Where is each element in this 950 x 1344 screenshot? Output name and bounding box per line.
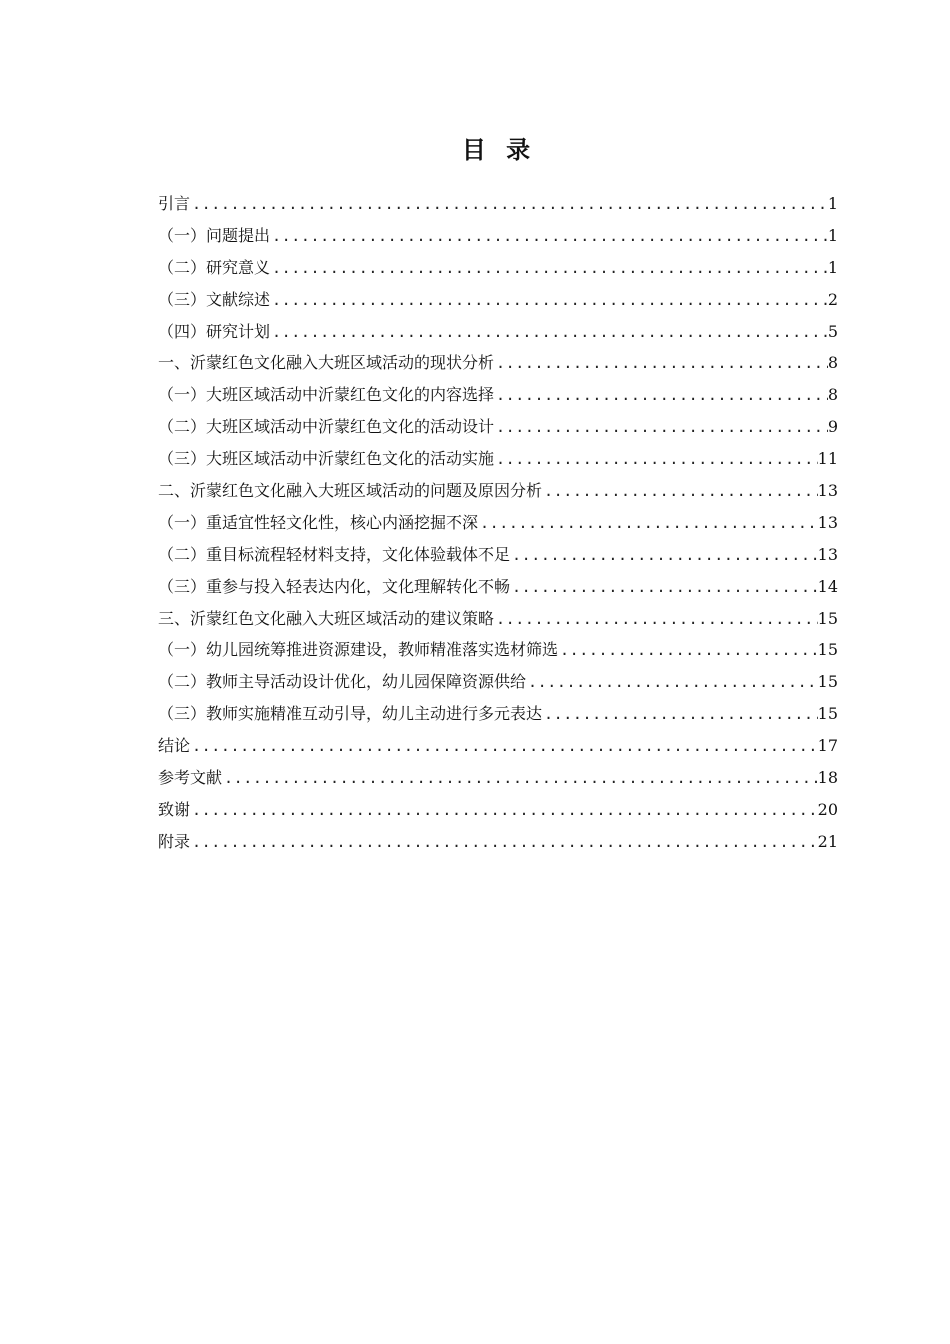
toc-entry-page-number: 1	[827, 257, 838, 277]
toc-entry[interactable]	[158, 794, 838, 826]
toc-dot-leader	[542, 699, 818, 731]
toc-entry[interactable]	[158, 475, 838, 507]
toc-entry-page-number: 15	[817, 640, 838, 660]
toc-entry[interactable]	[158, 188, 838, 220]
page-title: 目 录	[461, 136, 537, 164]
toc-entry-label: （一）重适宜性轻文化性，核心内涵挖掘不深	[158, 512, 479, 532]
toc-entry-page-number: 2	[827, 289, 838, 309]
toc-entry[interactable]	[158, 730, 838, 762]
toc-dot-leader	[494, 604, 818, 636]
toc-dot-leader	[190, 731, 818, 763]
toc-entry-label: （二）大班区域活动中沂蒙红色文化的活动设计	[158, 417, 495, 437]
toc-entry-label: 致谢	[158, 799, 191, 819]
toc-entry-label: （一）幼儿园统筹推进资源建设，教师精准落实选材筛选	[158, 640, 559, 660]
toc-entry[interactable]	[158, 507, 838, 539]
toc-entry-page-number: 15	[817, 704, 838, 724]
toc-entry-page-number: 15	[817, 672, 838, 692]
toc-entry-page-number: 14	[817, 576, 838, 596]
toc-entry-page-number: 13	[817, 481, 838, 501]
toc-entry-label: （二）教师主导活动设计优化，幼儿园保障资源供给	[158, 672, 527, 692]
toc-entry-page-number: 1	[827, 225, 838, 245]
toc-dot-leader	[510, 572, 818, 604]
toc-dot-leader	[270, 317, 828, 349]
toc-entry-page-number: 11	[817, 449, 838, 469]
toc-entry-page-number: 8	[827, 353, 838, 373]
toc-entry[interactable]	[158, 443, 838, 475]
toc-entry-label: （一）问题提出	[158, 225, 271, 245]
toc-entry[interactable]	[158, 762, 838, 794]
toc-entry-label: 引言	[158, 194, 191, 213]
toc-entry-label: 一、沂蒙红色文化融入大班区域活动的现状分析	[158, 353, 495, 373]
toc-entry-page-number: 18	[817, 768, 838, 788]
toc-dot-leader	[190, 827, 818, 859]
toc-dot-leader	[558, 635, 818, 667]
toc-dot-leader	[222, 763, 818, 795]
toc-entry-label: （一）大班区域活动中沂蒙红色文化的内容选择	[158, 385, 495, 405]
toc-entry[interactable]	[158, 347, 838, 379]
toc-entry-label: 结论	[158, 736, 191, 756]
toc-entry[interactable]	[158, 220, 838, 252]
toc-entry-label: 附录	[158, 831, 191, 851]
toc-entry-label: （三）重参与投入轻表达内化，文化理解转化不畅	[158, 576, 511, 596]
toc-entry-label: （三）文献综述	[158, 289, 271, 309]
toc-dot-leader	[190, 189, 828, 221]
toc-entry-page-number: 13	[817, 512, 838, 532]
toc-entry[interactable]	[158, 284, 838, 316]
toc-entry-label: （四）研究计划	[158, 321, 271, 341]
toc-entry-page-number: 17	[817, 736, 838, 756]
toc-entry-label: 参考文献	[158, 768, 223, 788]
toc-dot-leader	[510, 540, 818, 572]
toc-entry[interactable]	[158, 539, 838, 571]
toc-dot-leader	[494, 348, 828, 380]
toc-entry-page-number: 15	[817, 608, 838, 628]
toc-entry-page-number: 21	[817, 831, 838, 851]
toc-dot-leader	[270, 285, 828, 317]
toc-entry-page-number: 13	[817, 544, 838, 564]
toc-entry[interactable]	[158, 634, 838, 666]
toc-entry-label: （二）重目标流程轻材料支持，文化体验载体不足	[158, 544, 511, 564]
toc-entry-page-number: 5	[827, 321, 838, 341]
toc-dot-leader	[526, 667, 818, 699]
toc-entry-label: （二）研究意义	[158, 257, 271, 277]
toc-entry-label: （三）教师实施精准互动引导，幼儿主动进行多元表达	[158, 704, 543, 724]
toc-entry[interactable]	[158, 411, 838, 443]
toc-entry[interactable]	[158, 826, 838, 858]
toc-entry-label: 二、沂蒙红色文化融入大班区域活动的问题及原因分析	[158, 481, 543, 501]
toc-entry[interactable]	[158, 316, 838, 348]
toc-dot-leader	[478, 508, 818, 540]
toc-dot-leader	[494, 412, 828, 444]
toc-entry-page-number: 9	[827, 417, 838, 437]
toc-entry-page-number: 20	[817, 799, 838, 819]
toc-entry-label: 三、沂蒙红色文化融入大班区域活动的建议策略	[158, 608, 495, 628]
toc-dot-leader	[270, 253, 828, 285]
toc-entry[interactable]	[158, 603, 838, 635]
toc-entry[interactable]	[158, 379, 838, 411]
toc-dot-leader	[542, 476, 818, 508]
toc-entry[interactable]	[158, 698, 838, 730]
toc-entry-page-number: 8	[827, 385, 838, 405]
toc-dot-leader	[270, 221, 828, 253]
table-of-contents	[158, 188, 838, 858]
toc-entry[interactable]	[158, 252, 838, 284]
toc-dot-leader	[494, 380, 828, 412]
toc-dot-leader	[190, 795, 818, 827]
toc-entry-page-number: 1	[827, 194, 838, 213]
toc-entry[interactable]	[158, 571, 838, 603]
toc-dot-leader	[494, 444, 818, 476]
toc-entry[interactable]	[158, 666, 838, 698]
toc-entry-label: （三）大班区域活动中沂蒙红色文化的活动实施	[158, 449, 495, 469]
